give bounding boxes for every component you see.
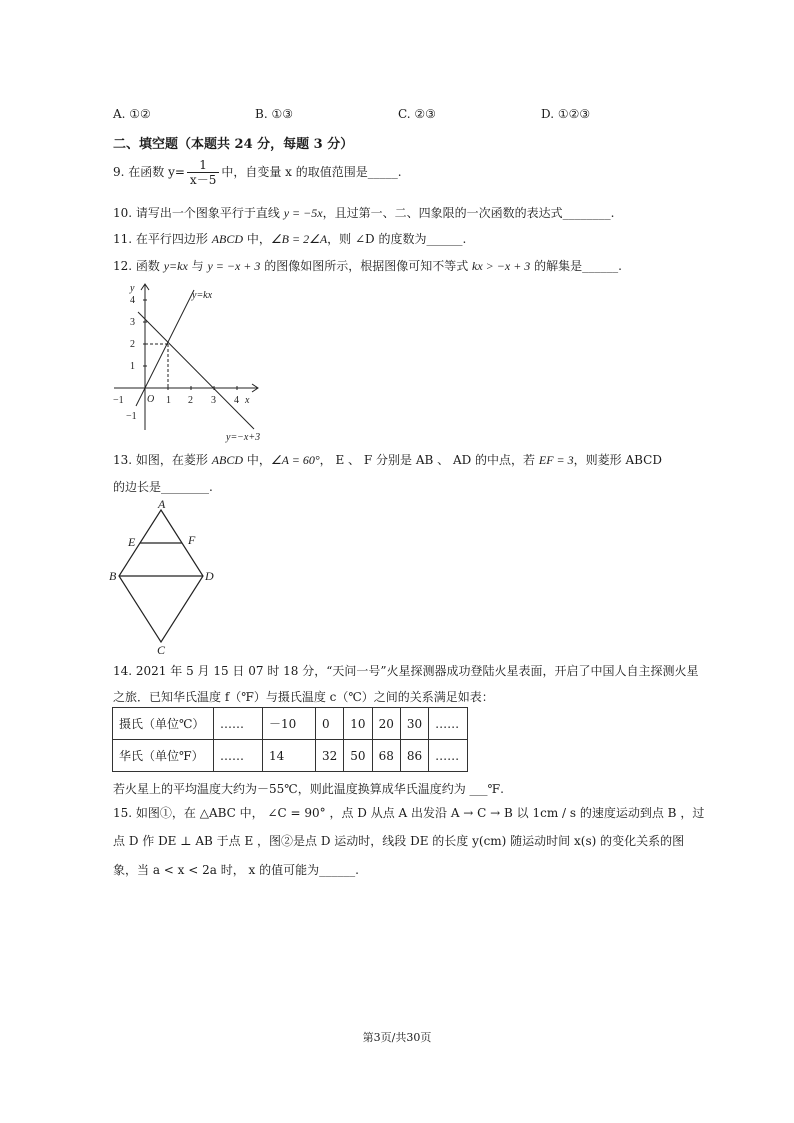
x-tick-label: 2 (188, 395, 193, 406)
question-12 (113, 257, 622, 274)
question-13-line-2: 的边长是________. (113, 480, 213, 494)
y-axis-label: y (130, 283, 135, 294)
y-tick-label: 4 (130, 295, 135, 306)
table-cell: 32 (316, 740, 344, 772)
table-cell: …… (429, 708, 468, 740)
y-tick-label: 1 (130, 361, 135, 372)
x-tick-label: 1 (166, 395, 171, 406)
table-cell: 68 (372, 740, 400, 772)
table-cell: …… (214, 708, 263, 740)
q11-shape: ABCD (211, 232, 244, 246)
q9-denominator: x－5 (189, 173, 217, 187)
q9-pre: 9. 在函数 y= (113, 165, 185, 179)
q12-f2: y = −x + 3 (207, 259, 261, 273)
option-a: A. ①② (113, 107, 151, 121)
option-d: D. ①②③ (541, 107, 591, 121)
question-11 (113, 230, 466, 247)
table-row (113, 740, 468, 772)
page-footer: 第3页/共30页 (362, 1031, 432, 1044)
table-cell: －10 (263, 708, 316, 740)
table-cell: 14 (263, 740, 316, 772)
table-cell: 10 (344, 708, 372, 740)
question-14-line-1: 14. 2021 年 5 月 15 日 07 时 18 分，“天问一号”火星探测器成功登陆火星表面，开启了中国人自主探测火星 (113, 664, 699, 678)
vertex-label: E (128, 535, 136, 549)
question-14-after: 若火星上的平均温度大约为－55℃，则此温度换算成华氏温度约为 ___℉. (113, 782, 504, 796)
q11-pre: 11. 在平行四边形 (113, 232, 212, 246)
question-13-line-1 (113, 451, 662, 468)
table-cell: 摄氏（单位℃） (113, 708, 214, 740)
q11-mid: 中， (243, 232, 271, 246)
x-tick-label: 3 (211, 395, 216, 406)
q9-post: 中，自变量 x 的取值范围是_____. (221, 165, 402, 179)
q12-graph (108, 278, 288, 446)
q12-f1: y=kx (163, 259, 188, 273)
section-title: 二、填空题（本题共 24 分，每题 3 分） (113, 137, 354, 152)
y-tick-label: −1 (126, 411, 137, 422)
q10-pre: 10. 请写出一个图象平行于直线 (113, 206, 284, 220)
question-15-line-2: 点 D 作 DE ⊥ AB 于点 E ，图②是点 D 运动时，线段 DE 的长度 y(cm) 随运动时间 x(s) 的变化关系的图 (113, 834, 685, 848)
x-axis-label: x (245, 395, 250, 406)
line1-label: y=kx (192, 290, 213, 301)
q13-mid: 中， (243, 453, 271, 467)
table-cell: 0 (316, 708, 344, 740)
q13-pre: 13. 如图，在菱形 (113, 453, 212, 467)
q9-fraction (187, 158, 219, 187)
q13-angle: ∠A = 60° (270, 453, 320, 467)
temperature-table (112, 707, 468, 772)
table-cell: …… (429, 740, 468, 772)
vertex-label: A (158, 497, 166, 511)
x-tick-label: −1 (113, 395, 124, 406)
question-15-line-1: 15. 如图①，在 △ABC 中， ∠C = 90° ，点 D 从点 A 出发沿 A → C → B 以 1cm / s 的速度运动到点 B ，过 (113, 806, 705, 820)
q12-mid: 与 (187, 259, 208, 273)
table-row (113, 708, 468, 740)
q11-post: ，则 ∠D 的度数为______. (327, 232, 467, 246)
vertex-label: B (109, 569, 117, 583)
table-cell: 86 (400, 740, 428, 772)
q10-post: ，且过第一、二、四象限的一次函数的表达式________. (322, 206, 615, 220)
q9-numerator: 1 (187, 158, 219, 173)
q12-mid2: 的图像如图所示，根据图像可知不等式 (260, 259, 473, 273)
q11-formula: ∠B = 2∠A (270, 232, 328, 246)
option-b: B. ①③ (255, 107, 293, 121)
table-cell: …… (214, 740, 263, 772)
q13-ef: EF = 3 (538, 453, 574, 467)
line2-label: y=−x+3 (226, 432, 261, 443)
line-y-eq-neg-x-plus-3 (138, 312, 254, 429)
y-tick-label: 3 (130, 317, 135, 328)
vertex-label: C (157, 643, 166, 656)
table-cell: 50 (344, 740, 372, 772)
question-15-line-3: 象，当 a < x < 2a 时， x 的值可能为______. (113, 863, 359, 877)
x-tick-label: 4 (234, 395, 239, 406)
rhombus-figure (106, 496, 226, 656)
q10-formula: y = −5x (283, 206, 323, 220)
q13-shape: ABCD (211, 453, 244, 467)
vertex-label: D (205, 569, 214, 583)
vertex-label: F (188, 533, 196, 547)
q12-pre: 12. 函数 (113, 259, 164, 273)
table-cell: 华氏（单位℉） (113, 740, 214, 772)
origin-label: O (147, 394, 155, 405)
option-c: C. ②③ (398, 107, 436, 121)
y-tick-label: 2 (130, 339, 135, 350)
question-10 (113, 204, 614, 221)
table-cell: 20 (372, 708, 400, 740)
q12-ineq: kx > −x + 3 (472, 259, 531, 273)
q13-post: ，则菱形 ABCD (573, 453, 662, 467)
table-cell: 30 (400, 708, 428, 740)
q12-post: 的解集是______. (530, 259, 622, 273)
question-14-line-2: 之旅．已知华氏温度 f（℉）与摄氏温度 c（℃）之间的关系满足如表： (113, 690, 494, 704)
q13-mid2: ， E 、 F 分别是 AB 、 AD 的中点，若 (319, 453, 539, 467)
question-9 (113, 158, 402, 187)
